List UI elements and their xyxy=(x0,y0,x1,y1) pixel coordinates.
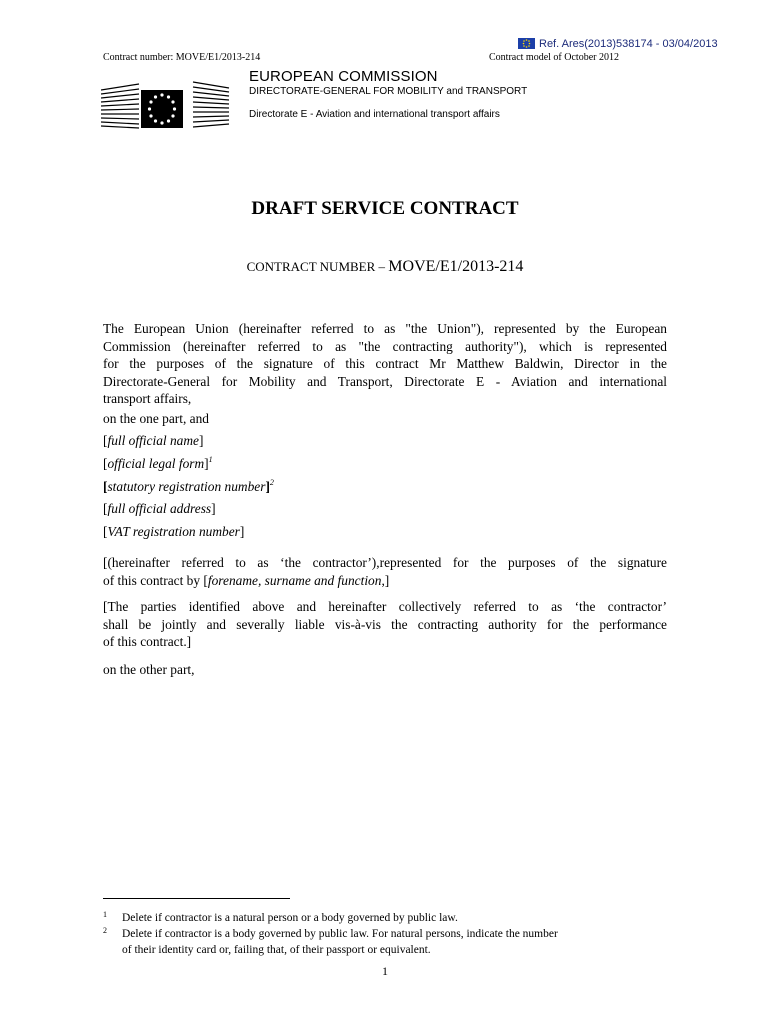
field-name-text: full official name xyxy=(107,433,199,448)
field-vat-number: [VAT registration number] xyxy=(103,524,245,539)
field-full-official-address: [full official address] xyxy=(103,501,216,516)
footnote-separator xyxy=(103,898,290,899)
parties-line: shall be jointly and severally liable vis-à-vis the contracting authority for the performance xyxy=(103,616,667,632)
other-part-text: on the other part, xyxy=(103,662,195,677)
parties-line: [The parties identified above and hereinafter collectively referred to as ‘the contractor’ xyxy=(103,599,667,614)
footnote-number: 1 xyxy=(103,910,107,919)
one-part-text: on the one part, and xyxy=(103,411,209,426)
footnote-number: 2 xyxy=(103,926,107,935)
dg-title: DIRECTORATE-GENERAL FOR MOBILITY and TRANSPORT xyxy=(249,86,528,97)
footnote-text: of their identity card or, failing that, of their passport or equivalent. xyxy=(122,944,431,956)
contract-number-value: MOVE/E1/2013-214 xyxy=(388,258,524,275)
intro-paragraph xyxy=(103,320,667,408)
footnote-ref-1: 1 xyxy=(208,455,213,464)
intro-line: Commission (hereinafter referred to as "the contracting authority"), which is represented xyxy=(103,338,667,354)
intro-line: for the purposes of the signature of this contract Mr Matthew Baldwin, Director in the xyxy=(103,356,667,371)
eu-flag-icon xyxy=(518,38,535,52)
intro-line: Directorate-General for Mobility and Transport, Directorate E - Aviation and international xyxy=(103,373,667,389)
contractor-line-2: of this contract by [forename, surname and function,] xyxy=(103,572,390,588)
field-full-official-name: [full official name] xyxy=(103,433,204,448)
field-registration-text: statutory registration number xyxy=(107,479,266,494)
european-commission-logo xyxy=(101,80,241,135)
footnote-1 xyxy=(103,910,669,926)
intro-line: transport affairs, xyxy=(103,391,192,406)
footnote-text: Delete if contractor is a natural person or a body governed by public law. xyxy=(122,912,458,924)
contractor-line-1: [(hereinafter referred to as ‘the contractor’),represented for the purposes of the signature xyxy=(103,555,667,570)
contract-number-line xyxy=(0,258,770,276)
ref-stamp xyxy=(518,38,718,52)
intro-line: The European Union (hereinafter referred to as "the Union"), represented by the European xyxy=(103,321,667,336)
footnote-text: Delete if contractor is a body governed by public law. For natural persons, indicate the number xyxy=(122,928,558,940)
field-vat-text: VAT registration number xyxy=(107,524,240,539)
contractor-signatory: forename, surname and function xyxy=(207,572,382,588)
directorate-title: Directorate E - Aviation and international transport affairs xyxy=(249,109,500,120)
org-title: EUROPEAN COMMISSION xyxy=(249,68,438,85)
header-contract-model: Contract model of October 2012 xyxy=(489,52,619,63)
parties-line: of this contract.] xyxy=(103,634,192,649)
field-official-legal-form: [official legal form]$^1$ xyxy=(103,455,213,471)
header-contract-number: Contract number: MOVE/E1/2013-214 xyxy=(103,52,261,63)
document-title: DRAFT SERVICE CONTRACT xyxy=(251,198,519,219)
parties-paragraph xyxy=(103,598,667,651)
contractor-paragraph xyxy=(103,554,667,589)
footnote-2 xyxy=(103,926,669,958)
field-statutory-registration: [statutory registration number]$^2$ xyxy=(103,478,274,494)
footnote-ref-2: 2 xyxy=(269,478,274,487)
contract-number-label: CONTRACT NUMBER – xyxy=(246,259,389,274)
field-legal-form-text: official legal form xyxy=(107,456,205,471)
field-address-text: full official address xyxy=(107,501,212,516)
ref-stamp-text: Ref. Ares(2013)538174 - 03/04/2013 xyxy=(539,38,718,50)
page-number: 1 xyxy=(382,964,388,978)
